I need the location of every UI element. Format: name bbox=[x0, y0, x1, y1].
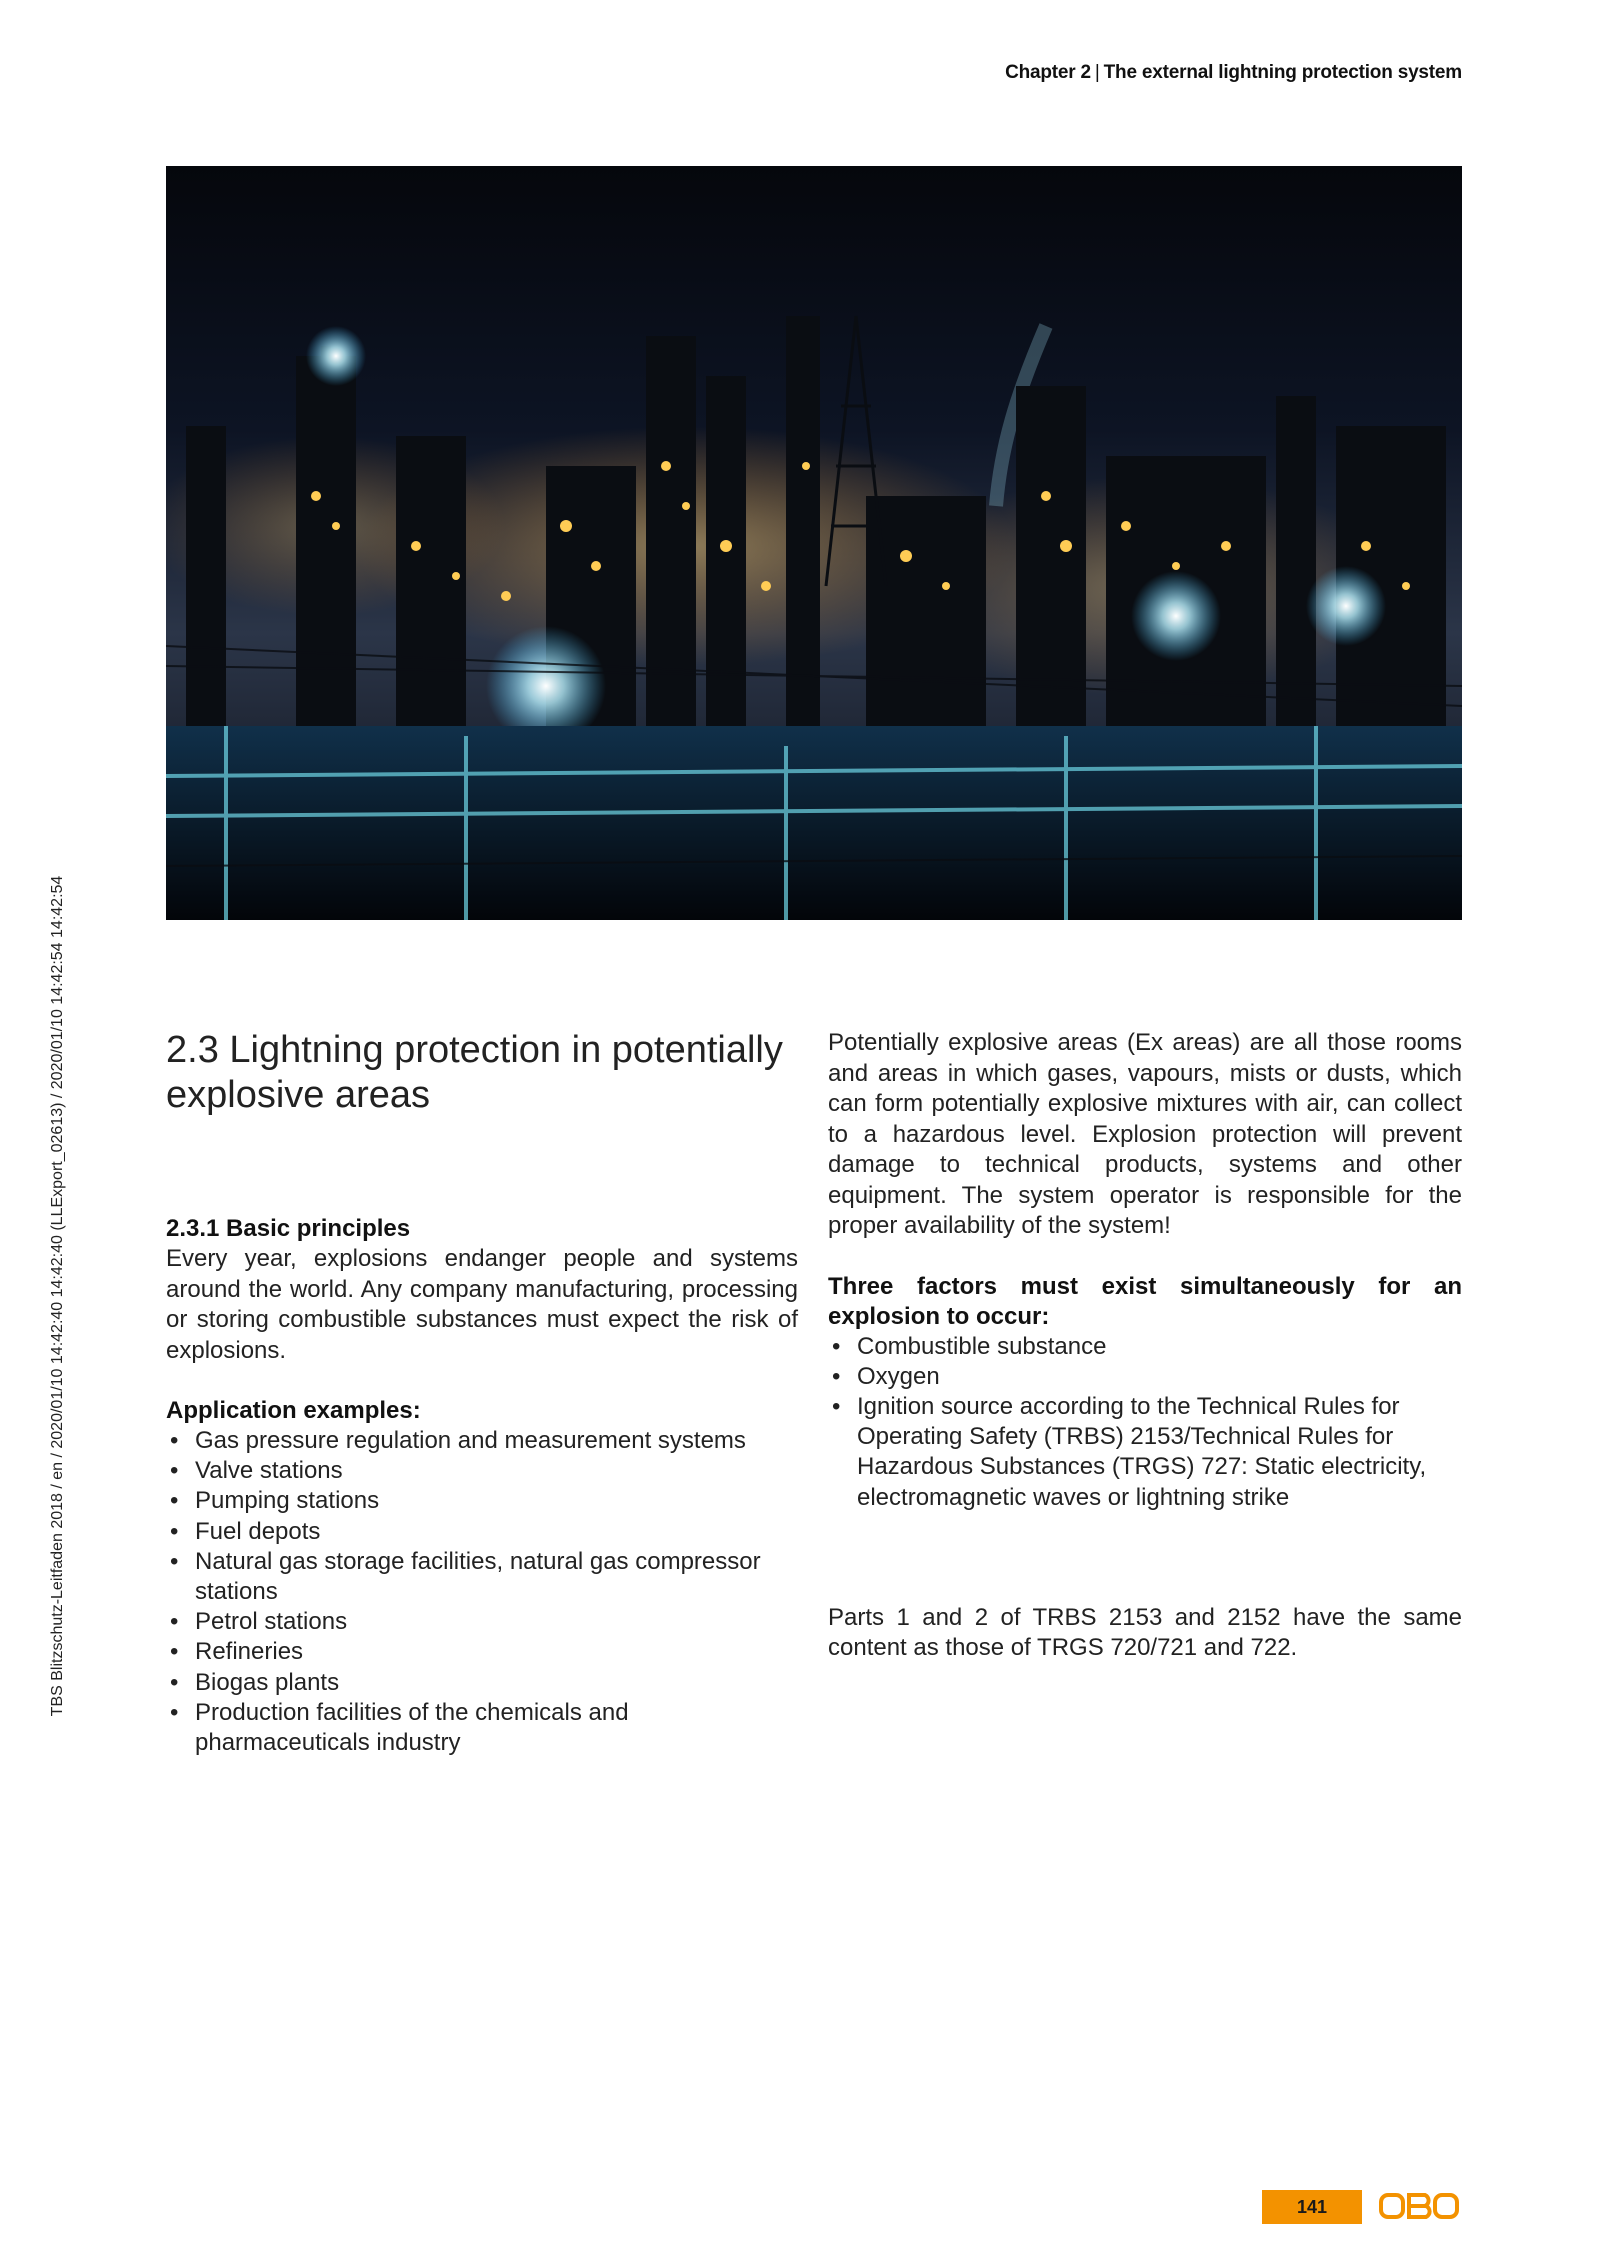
ex-areas-text: Potentially explosive areas (Ex areas) are all those rooms and areas in which gases, vapours, mists or dusts, which can form potentially explosive mixtures with air, can collect to a hazardous level. Explosion protection will prevent damage to technical products, systems and other equipment. The system operator is responsible for the proper availability of the system! bbox=[828, 1029, 1462, 1239]
list-item: • Fuel depots bbox=[166, 1517, 798, 1547]
header-separator: | bbox=[1094, 62, 1100, 83]
applications-title: Application examples: bbox=[166, 1397, 421, 1424]
list-item: • Valve stations bbox=[166, 1456, 798, 1486]
factors-list bbox=[828, 1332, 1462, 1513]
page-number: 141 bbox=[1296, 2196, 1328, 2217]
list-item: • Combustible substance bbox=[828, 1332, 1462, 1362]
list-item: • Refineries bbox=[166, 1637, 798, 1667]
section-title: 2.3 Lightning protection in potentially explosive areas bbox=[166, 1029, 783, 1116]
list-item: • Pumping stations bbox=[166, 1486, 798, 1516]
header-title: The external lightning protection system bbox=[1103, 62, 1462, 83]
list-item: • Natural gas storage facilities, natural gas compressor stations bbox=[166, 1547, 798, 1607]
left-column bbox=[166, 1028, 798, 1758]
list-item: • Production facilities of the chemicals and pharmaceuticals industry bbox=[166, 1698, 798, 1758]
list-item: • Gas pressure regulation and measurement systems bbox=[166, 1426, 798, 1456]
list-item: • Petrol stations bbox=[166, 1607, 798, 1637]
right-column bbox=[828, 1028, 1462, 1664]
subsection-title: 2.3.1 Basic principles bbox=[166, 1215, 411, 1242]
applications-list bbox=[166, 1426, 798, 1758]
list-item: • Biogas plants bbox=[166, 1668, 798, 1698]
trbs-note: Parts 1 and 2 of TRBS 2153 and 2152 have the same content as those of TRGS 720/721 and 722. bbox=[828, 1603, 1462, 1662]
basic-principles-text: Every year, explosions endanger people and systems around the world. Any company manufacturing, processing or storing combustible substances must expect the risk of explosions. bbox=[166, 1245, 798, 1364]
list-item: • Ignition source according to the Technical Rules for Operating Safety (TRBS) 2153/Technical Rules for Hazardous Substances (TRGS) 727: Static electricity, electromagnetic waves or lightning strike bbox=[828, 1392, 1462, 1513]
header-chapter: Chapter 2 bbox=[1005, 62, 1091, 83]
refinery-photo bbox=[166, 166, 1462, 920]
refinery-photo-illustration bbox=[166, 166, 1462, 920]
print-metadata-vertical: TBS Blitzschutz-Leitfaden 2018 / en / 2020/01/10 14:42:40 14:42:40 (LLExport_02613) / 2020/01/10 14:42:54 14:42:54 bbox=[49, 875, 66, 1717]
obo-logo bbox=[1378, 2188, 1460, 2226]
page-number-tab bbox=[1262, 2190, 1362, 2224]
factors-title: Three factors must exist simultaneously for an explosion to occur: bbox=[828, 1272, 1462, 1330]
running-header bbox=[1005, 62, 1462, 84]
list-item: • Oxygen bbox=[828, 1362, 1462, 1392]
